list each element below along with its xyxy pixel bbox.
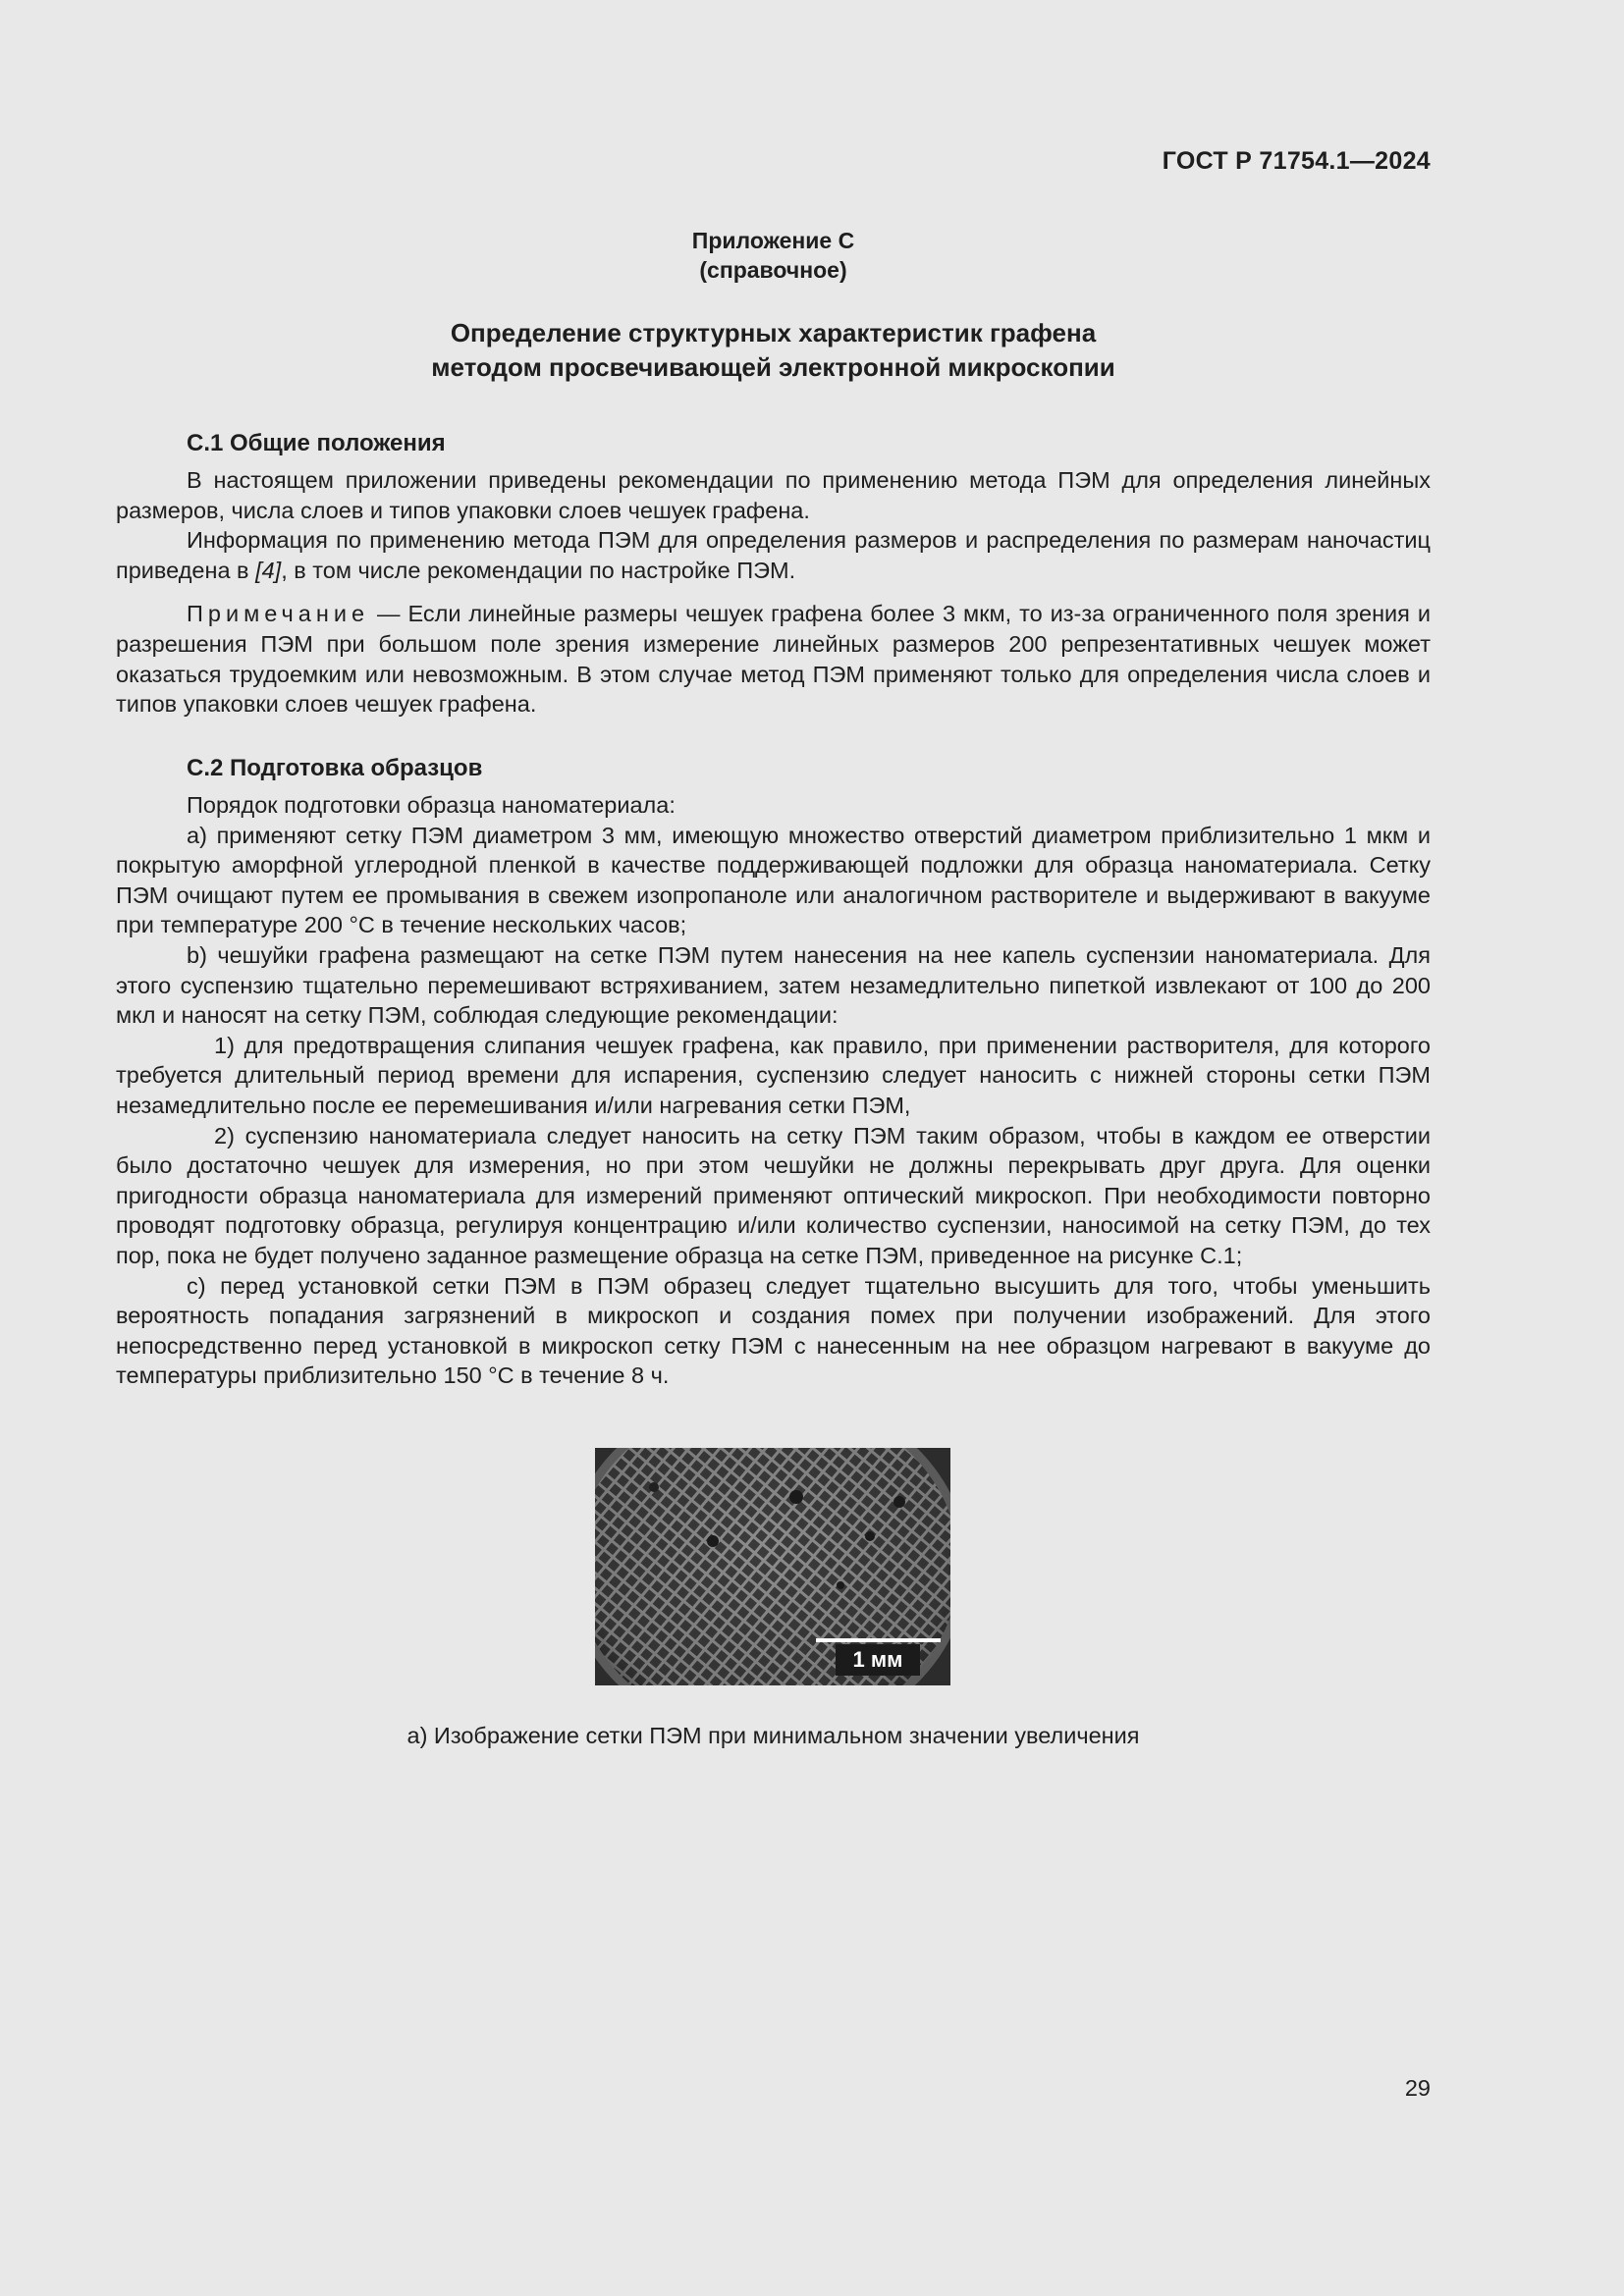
section-1-heading: С.1 Общие положения (187, 430, 446, 456)
reference-link[interactable]: [4] (255, 557, 282, 583)
appendix-heading (116, 226, 1431, 285)
appendix-type: (справочное) (699, 257, 847, 283)
figure-caption: а) Изображение сетки ПЭМ при минимальном значении увеличения (406, 1723, 1140, 1748)
item-c: с) перед установкой сетки ПЭМ в ПЭМ образец следует тщательно высушить для того, чтобы уменьшить вероятность попадания загрязнений в микроскоп и создания помех при получении изображений. Для этого непосредственно перед установкой в микроскоп сетку ПЭМ с нанесенным на нее образцом нагревают в вакууме до температуры приблизительно 150 °С в течение 8 ч. (116, 1272, 1431, 1389)
appendix-label: Приложение С (691, 228, 855, 253)
tem-grid-image (595, 1448, 950, 1685)
page-number: 29 (1404, 2075, 1431, 2101)
section-2-heading: С.2 Подготовка образцов (187, 755, 483, 781)
item-a: а) применяют сетку ПЭМ диаметром 3 мм, имеющую множество отверстий диаметром приблизительно 1 мкм и покрытую аморфной углеродной пленкой в качестве поддерживающей подложки для образца наноматериала. Сетку ПЭМ очищают путем ее промывания в свежем изопропаноле или аналогичном растворителе и выдерживают в вакууме при температуре 200 °С в течение нескольких часов; (116, 822, 1431, 938)
standard-number: ГОСТ Р 71754.1—2024 (1162, 147, 1431, 175)
note-label: Примечание (187, 601, 370, 627)
appendix-title (116, 316, 1431, 385)
paragraph-2-text-a: Информация по применению метода ПЭМ для определения размеров и распределения по размерам наночастиц приведена в (116, 527, 1431, 583)
section-1 (116, 428, 1431, 720)
note-text: — Если линейные размеры чешуек графена более 3 мкм, то из-за ограниченного поля зрения и разрешения ПЭМ при большом поле зрения измерение линейных размеров 200 репрезентативных чешуек может оказаться трудоемким или невозможным. В этом случае метод ПЭМ применяют только для определения числа слоев и типов упаковки слоев чешуек графена. (116, 601, 1431, 718)
scale-label: 1 мм (852, 1647, 903, 1672)
section-1-paragraph-2 (116, 525, 1431, 585)
title-line-1: Определение структурных характеристик графена (450, 318, 1097, 347)
section-1-note (116, 599, 1431, 719)
item-b-1: 1) для предотвращения слипания чешуек графена, как правило, при применении растворителя, для которого требуется длительный период времени для испарения, суспензию следует наносить с нижней стороны сетки ПЭМ незамедлительно после ее перемешивания и/или нагревания сетки ПЭМ, (116, 1032, 1431, 1118)
section-1-paragraph-1: В настоящем приложении приведены рекомендации по применению метода ПЭМ для определения линейных размеров, числа слоев и типов упаковки слоев чешуек графена. (116, 467, 1431, 523)
section-2-intro: Порядок подготовки образца наноматериала: (187, 792, 676, 818)
item-b: b) чешуйки графена размещают на сетке ПЭМ путем нанесения на нее капель суспензии наноматериала. Для этого суспензию тщательно перемешивают встряхиванием, затем незамедлительно пипеткой извлекают от 100 до 200 мкл и наносят на сетку ПЭМ, соблюдая следующие рекомендации: (116, 941, 1431, 1029)
section-2 (116, 753, 1431, 1391)
title-line-2: методом просвечивающей электронной микроскопии (431, 352, 1115, 382)
paragraph-2-text-b: , в том числе рекомендации по настройке ПЭМ. (281, 557, 796, 583)
item-b-2: 2) суспензию наноматериала следует наносить на сетку ПЭМ таким образом, чтобы в каждом ее отверстии было достаточно чешуек для измерения, но при этом чешуйки не должны перекрывать друг друга. Для оценки пригодности образца наноматериала для измерений применяют оптический микроскоп. При необходимости повторно проводят подготовку образца, регулируя концентрацию и/или количество суспензии, наносимой на сетку ПЭМ, до тех пор, пока не будет получено заданное размещение образца на сетке ПЭМ, приведенное на рисунке С.1; (116, 1122, 1431, 1268)
